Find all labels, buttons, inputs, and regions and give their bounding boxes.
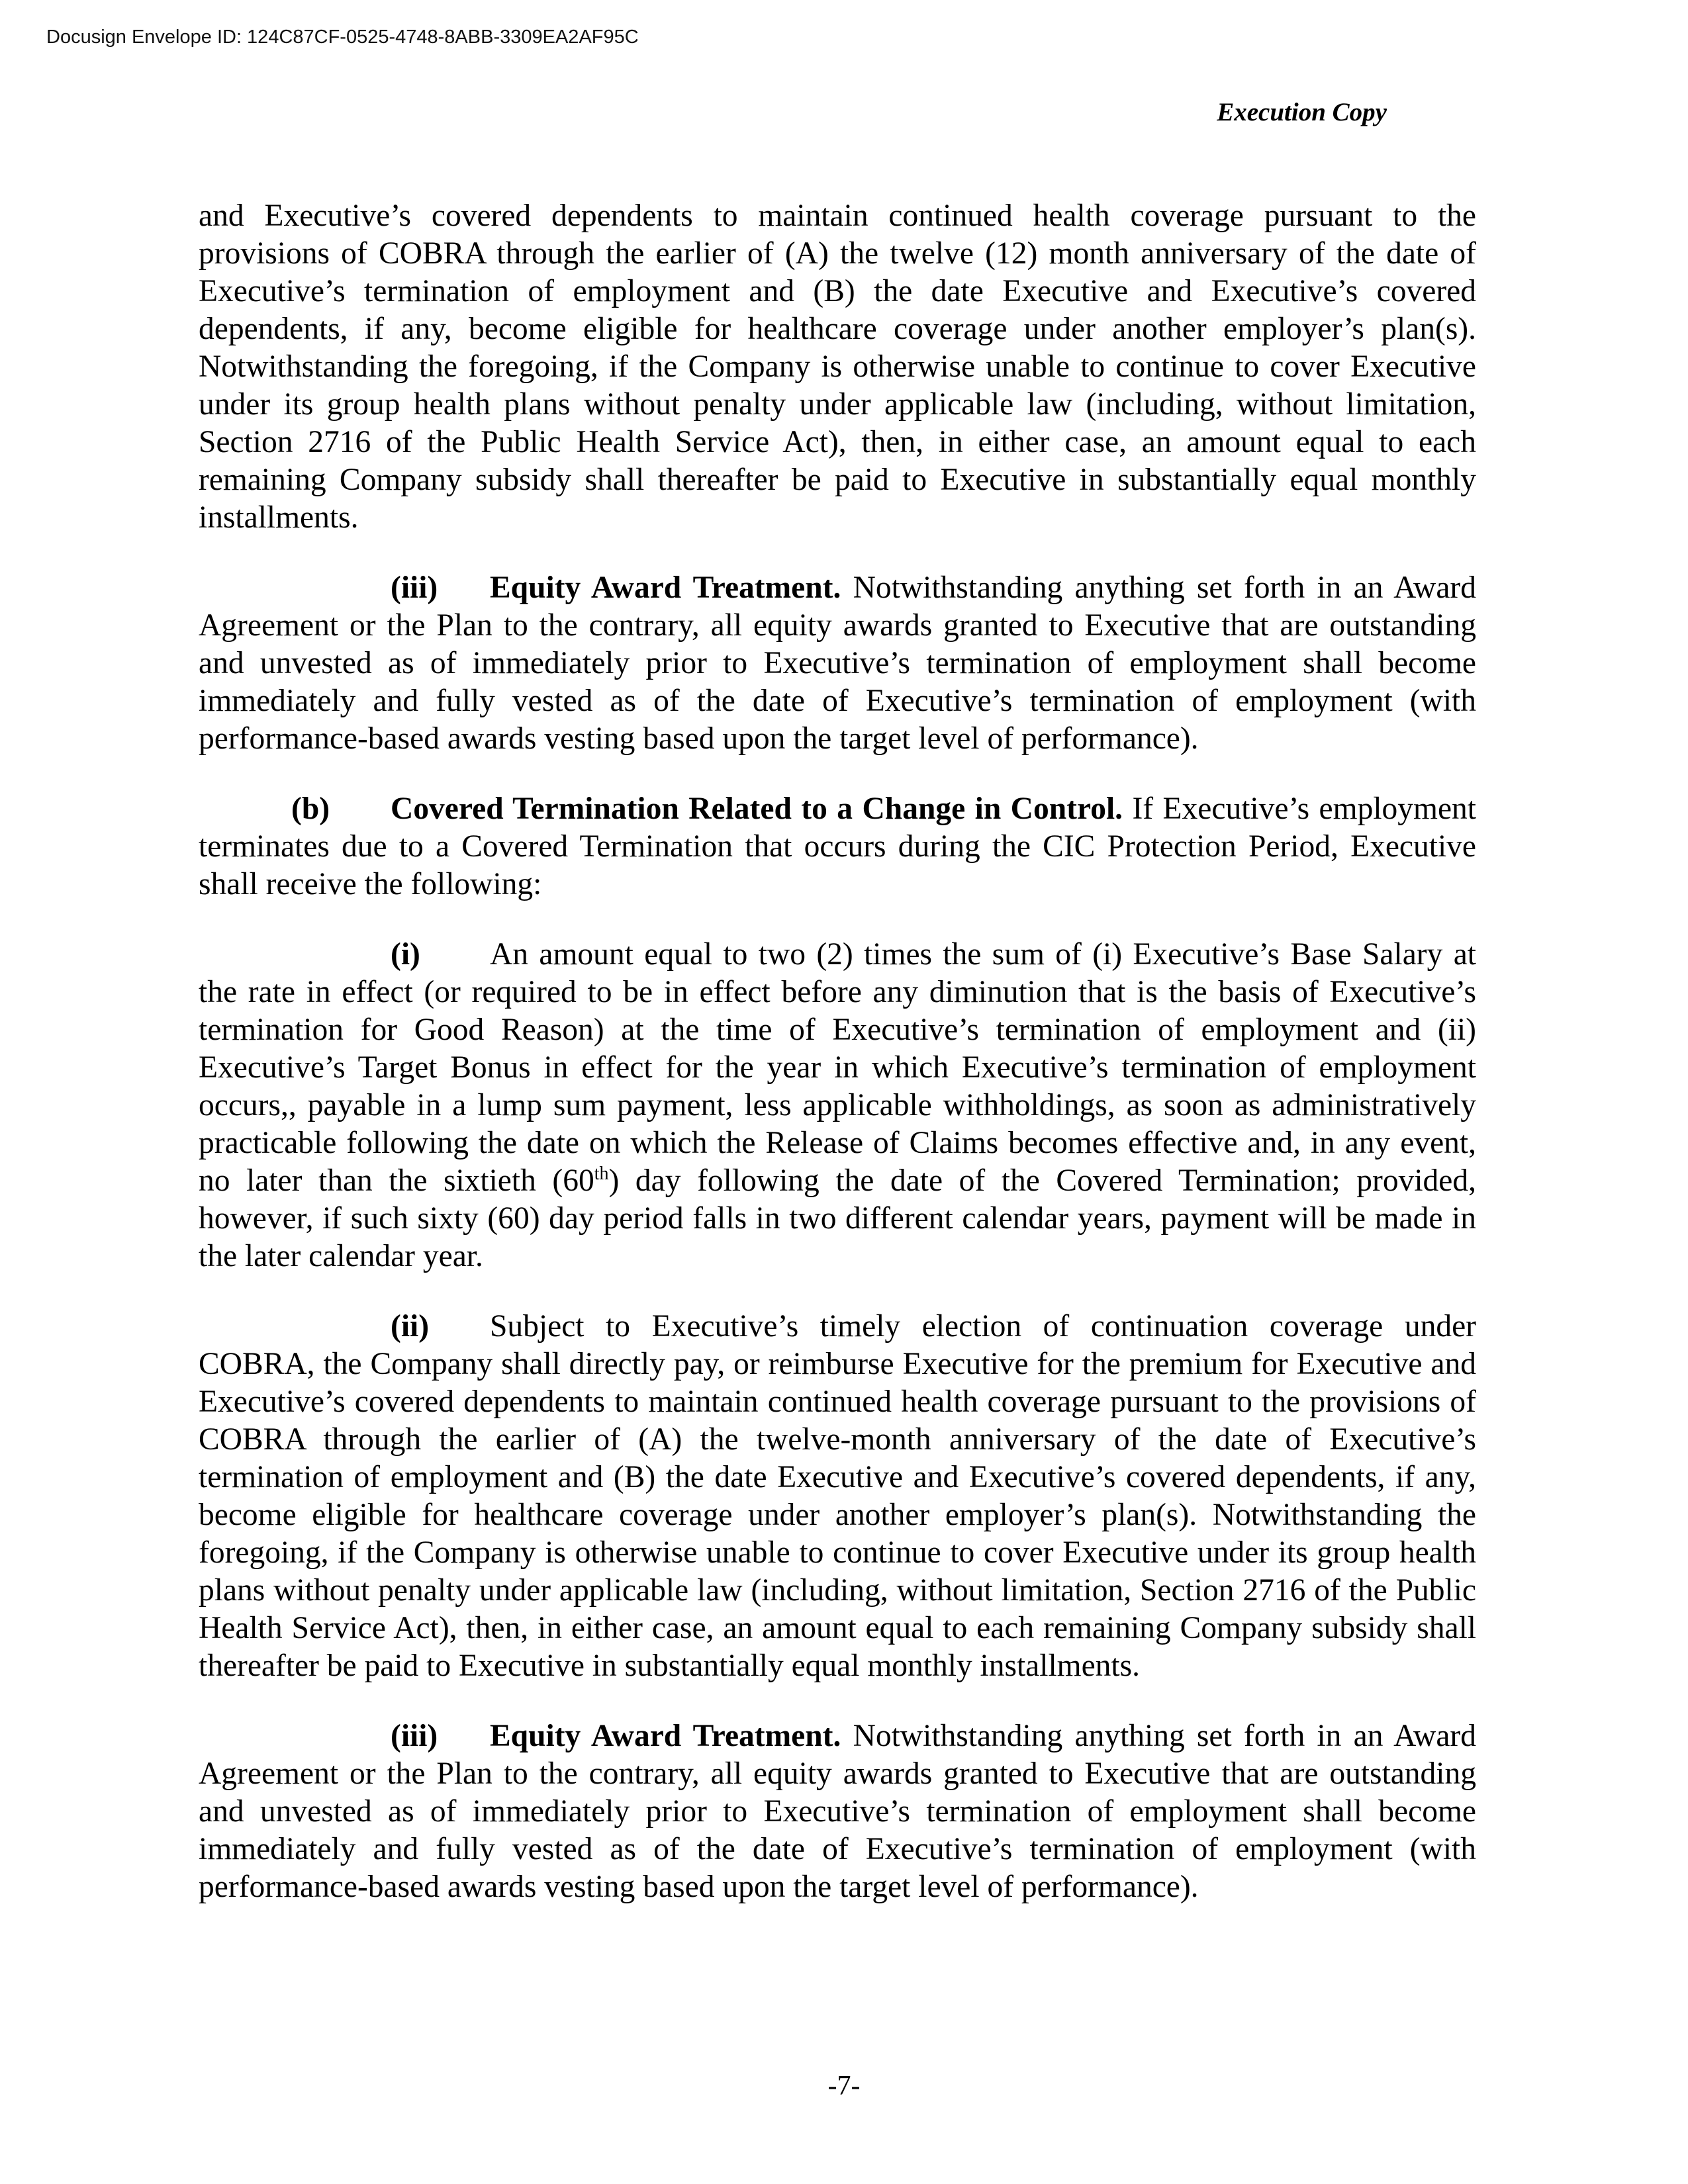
paragraph-lump-sum-payment — [199, 936, 1476, 1275]
clause-marker: (ii) — [391, 1309, 430, 1343]
clause-text: Subject to Executive’s timely election of continuation coverage under COBRA, the Company shall directly pay, or reimburse Executive for the premium for Executive and Executive’s covered dependents to maintain continued health coverage pursuant to the provisions of COBRA through the earlier of (A) the twelve-month anniversary of the date of Executive’s termination of employment and (B) the date Executive and Executive’s covered dependents, if any, become eligible for healthcare coverage under another employer’s plan(s). Notwithstanding the foregoing, if the Company is otherwise unable to continue to cover Executive under its group health plans without penalty under applicable law (including, without limitation, Section 2716 of the Public Health Service Act), then, in either case, an amount equal to each remaining Company subsidy shall thereafter be paid to Executive in substantially equal monthly installments. — [199, 1309, 1476, 1683]
paragraph-equity-award-2 — [199, 1717, 1476, 1906]
paragraph-equity-award-1 — [199, 569, 1476, 758]
clause-heading: Covered Termination Related to a Change in Control. — [391, 792, 1123, 826]
clause-marker: (iii) — [391, 570, 438, 605]
ordinal-superscript: th — [594, 1163, 609, 1185]
docusign-envelope-id: Docusign Envelope ID: 124C87CF-0525-4748-8ABB-3309EA2AF95C — [46, 26, 639, 48]
clause-text: Notwithstanding anything set forth in an Award Agreement or the Plan to the contrary, all equity awards granted to Executive that are outstanding and unvested as of immediately prior to Executive’s termination of employment shall become immediately and fully vested as of the date of Executive’s termination of employment (with performance-based awards vesting based upon the target level of performance). — [199, 1719, 1476, 1904]
clause-text: If Executive’s employment terminates due to a Covered Termination that occurs during the CIC Protection Period, Executive shall receive the following: — [199, 792, 1476, 901]
paragraph-change-in-control — [199, 790, 1476, 903]
paragraph-cobra-continuation-1: and Executive’s covered dependents to maintain continued health coverage pursuant to the provisions of COBRA through the earlier of (A) the twelve (12) month anniversary of the date of Executive’s termination of employment and (B) the date Executive and Executive’s covered dependents, if any, become eligible for healthcare coverage under another employer’s plan(s). Notwithstanding the foregoing, if the Company is otherwise unable to continue to cover Executive under its group health plans without penalty under applicable law (including, without limitation, Section 2716 of the Public Health Service Act), then, in either case, an amount equal to each remaining Company subsidy shall thereafter be paid to Executive in substantially equal monthly installments. — [199, 199, 1476, 535]
clause-heading: Equity Award Treatment. — [490, 570, 841, 605]
clause-text: An amount equal to two (2) times the sum of (i) Executive’s Base Salary at the rate in effect (or required to be in effect before any diminution that is the basis of Executive’s termination for Good Reason) at the time of Executive’s termination of employment and (ii) Executive’s Target Bonus in effect for the year in which Executive’s termination of employment occurs,, payable in a lump sum payment, less applicable withholdings, as soon as administratively practicable following the date on which the Release of Claims becomes effective and, in any event, no later than the sixtieth (60 — [199, 937, 1476, 1198]
clause-heading: Equity Award Treatment. — [490, 1719, 841, 1753]
clause-marker: (i) — [391, 937, 420, 972]
execution-copy-label: Execution Copy — [1217, 98, 1387, 126]
page-number: -7- — [827, 2071, 861, 2101]
clause-text: Notwithstanding anything set forth in an Award Agreement or the Plan to the contrary, all equity awards granted to Executive that are outstanding and unvested as of immediately prior to Executive’s termination of employment shall become immediately and fully vested as of the date of Executive’s termination of employment (with performance-based awards vesting based upon the target level of performance). — [199, 570, 1476, 756]
clause-marker: (b) — [291, 792, 330, 826]
clause-text-continued: ) day following the date of the Covered Termination; provided, however, if such sixty (60) day period falls in two different calendar years, payment will be made in the later calendar year. — [199, 1163, 1476, 1273]
clause-marker: (iii) — [391, 1719, 438, 1753]
paragraph-cobra-continuation-2 — [199, 1308, 1476, 1685]
document-body — [199, 197, 1476, 1938]
